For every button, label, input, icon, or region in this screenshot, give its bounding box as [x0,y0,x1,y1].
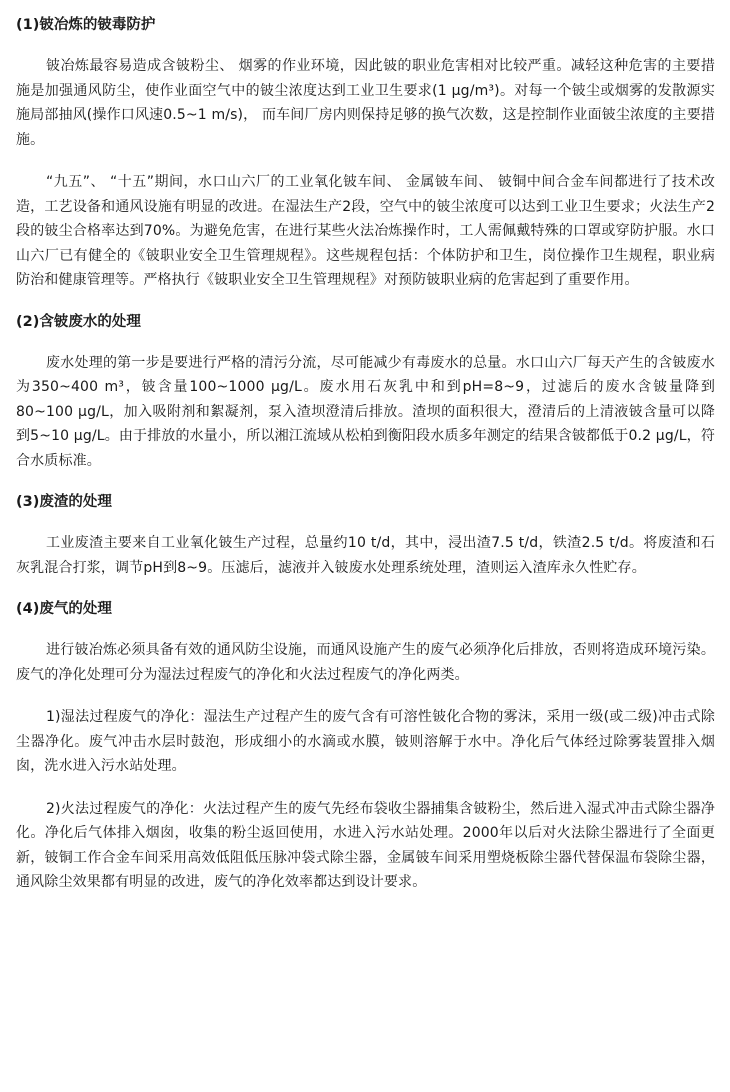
paragraph: 废水处理的第一步是要进行严格的清污分流，尽可能减少有毒废水的总量。水口山六厂每天产生的含铍废水为350~400 m³，铍含量100~1000 μg/L。废水用石灰乳中和到pH=8~9，过滤后的废水含铍量降到80~100 μg/L，加入吸附剂和絮凝剂，泵入渣坝澄清后排放。渣坝的面积很大，澄清后的上清液铍含量可以降到5~10 μg/L。由于排放的水量小，所以湘江流域从松柏到衡阳段水质多年测定的结果含铍都低于0.2 μg/L，符合水质标准。 [16,354,715,469]
section-heading: (1)铍冶炼的铍毒防护 [16,17,156,33]
section-heading: (3)废渣的处理 [16,494,112,510]
section-heading: (2)含铍废水的处理 [16,313,141,330]
paragraph: 1)湿法过程废气的净化：湿法生产过程产生的废气含有可溶性铍化合物的雾沫，采用一级(或二级)冲击式除尘器净化。废气冲击水层时鼓泡，形成细小的水滴或水膜，铍则溶解于水中。净化后气体经过除雾装置排入烟囱，洗水进入污水站处理。 [16,709,715,774]
paragraph: 2)火法过程废气的净化：火法过程产生的废气先经布袋收尘器捕集含铍粉尘，然后进入湿式冲击式除尘器净化。净化后气体排入烟囱，收集的粉尘返回使用，水进入污水站处理。2000年以后对火法除尘器进行了全面更新，铍铜工作合金车间采用高效低阻低压脉冲袋式除尘器，金属铍车间采用塑烧板除尘器代替保温布袋除尘器，通风除尘效果都有明显的改进，废气的净化效率都达到设计要求。 [16,800,715,890]
paragraph: 工业废渣主要来自工业氧化铍生产过程，总量约10 t/d，其中，浸出渣7.5 t/d，铁渣2.5 t/d。将废渣和石灰乳混合打浆，调节pH到8~9。压滤后，滤液并入铍废水处理系统处理，渣则运入渣库永久性贮存。 [16,535,715,576]
paragraph: 进行铍冶炼必须具备有效的通风防尘设施，而通风设施产生的废气必须净化后排放，否则将造成环境污染。废气的净化处理可分为湿法过程废气的净化和火法过程废气的净化两类。 [16,642,715,683]
paragraph: 铍冶炼最容易造成含铍粉尘、 烟雾的作业环境，因此铍的职业危害相对比较严重。减轻这种危害的主要措施是加强通风防尘，使作业面空气中的铍尘浓度达到工业卫生要求(1 μg/m³)。对每一个铍尘或烟雾的发散源实施局部抽风(操作口风速0.5~1 m/s)， 而车间厂房内则保持足够的换气次数，这是控制作业面铍尘浓度的主要措施。 [16,58,715,148]
section-heading: (4)废气的处理 [16,601,112,617]
paragraph: “九五”、 “十五”期间，水口山六厂的工业氧化铍车间、 金属铍车间、 铍铜中间合金车间都进行了技术改造，工艺设备和通风设施有明显的改进。在湿法生产2段，空气中的铍尘浓度可以达到工业卫生要求；火法生产2段的铍尘合格率达到70%。为避免危害，在进行某些火法冶炼操作时，工人需佩戴特殊的口罩或穿防护服。水口山六厂已有健全的《铍职业安全卫生管理规程》。这些规程包括：个体防护和卫生，岗位操作卫生规程，职业病防治和健康管理等。严格执行《铍职业安全卫生管理规程》对预防铍职业病的危害起到了重要作用。 [16,174,715,288]
